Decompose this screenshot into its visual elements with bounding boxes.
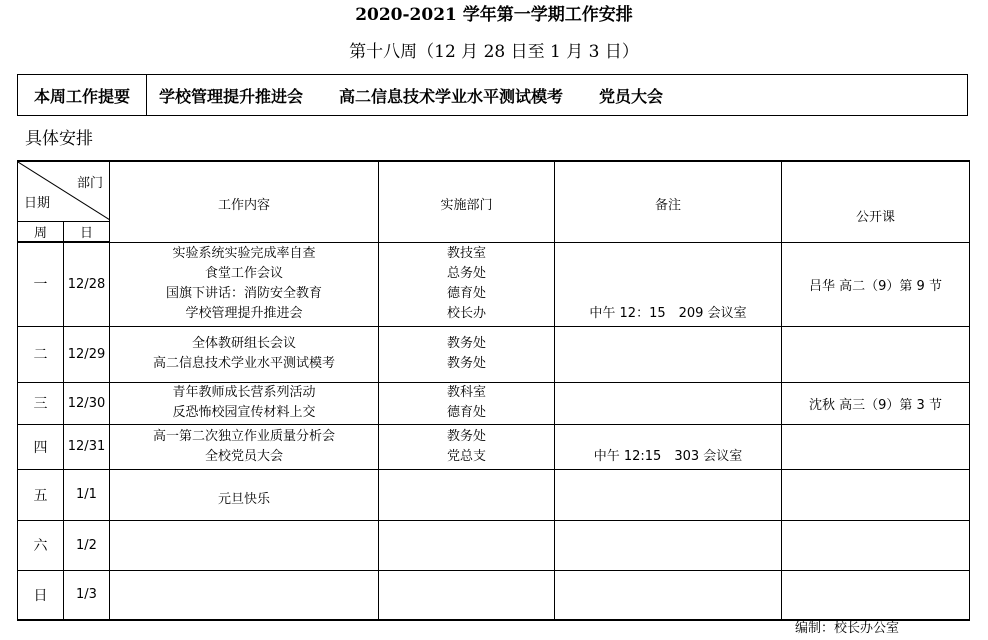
department-cell xyxy=(379,570,555,620)
date-cell: 12/28 xyxy=(64,242,110,326)
content-line: 食堂工作会议 xyxy=(204,266,283,281)
open-class-cell xyxy=(782,469,970,520)
department-cell xyxy=(379,382,555,424)
department-line: 总务处 xyxy=(446,266,486,281)
header-row xyxy=(18,161,970,221)
open-class-cell: 沈秋 高三（9）第 3 节 xyxy=(782,382,970,424)
content-line: 高二信息技术学业水平测试模考 xyxy=(152,356,335,371)
date-cell: 1/2 xyxy=(64,520,110,570)
department-cell xyxy=(379,326,555,382)
notes-cell xyxy=(555,469,782,520)
content-cell xyxy=(110,469,379,520)
weekday-cell: 六 xyxy=(18,520,64,570)
weekday-cell: 二 xyxy=(18,326,64,382)
weekday-cell: 四 xyxy=(18,424,64,469)
header-week: 周 xyxy=(18,221,64,242)
notes-text: 中午 12：15 209 会议室 xyxy=(589,305,747,321)
open-class-cell xyxy=(782,570,970,620)
date-cell: 12/29 xyxy=(64,326,110,382)
table-row xyxy=(18,382,970,424)
summary-item: 党员大会 xyxy=(599,86,664,106)
department-line: 教务处 xyxy=(446,356,486,371)
table-row xyxy=(18,326,970,382)
department-cell xyxy=(379,424,555,469)
content-cell xyxy=(110,424,379,469)
department-cell xyxy=(379,242,555,326)
date-diagonal-label: 日期 xyxy=(24,196,51,212)
weekly-summary-label: 本周工作提要 xyxy=(18,75,147,115)
weekday-cell: 五 xyxy=(18,469,64,520)
weekly-summary-items xyxy=(147,84,699,107)
department-line: 党总支 xyxy=(446,448,486,464)
department-line: 德育处 xyxy=(446,286,486,301)
header-department: 实施部门 xyxy=(379,161,555,242)
content-line: 学校管理提升推进会 xyxy=(185,306,303,321)
notes-cell xyxy=(555,326,782,382)
table-row xyxy=(18,424,970,469)
summary-item: 学校管理提升推进会 xyxy=(159,86,304,106)
content-cell xyxy=(110,570,379,620)
page-title: 2020-2021 学年第一学期工作安排 xyxy=(355,5,633,25)
week-subtitle: 第十八周（12 月 28 日至 1 月 3 日） xyxy=(349,42,639,62)
summary-item: 高二信息技术学业水平测试模考 xyxy=(339,86,564,106)
notes-cell xyxy=(555,382,782,424)
date-cell: 1/3 xyxy=(64,570,110,620)
content-cell xyxy=(110,242,379,326)
notes-text: 中午 12:15 303 会议室 xyxy=(593,448,743,464)
schedule-table xyxy=(17,160,970,621)
department-line: 教技室 xyxy=(446,246,486,261)
department-cell xyxy=(379,520,555,570)
table-row xyxy=(18,520,970,570)
weekday-cell: 三 xyxy=(18,382,64,424)
content-cell xyxy=(110,520,379,570)
department-line: 教务处 xyxy=(446,428,486,444)
date-cell: 12/31 xyxy=(64,424,110,469)
open-class-cell xyxy=(782,326,970,382)
department-cell xyxy=(379,469,555,520)
notes-cell xyxy=(555,520,782,570)
content-line: 元旦快乐 xyxy=(217,491,270,507)
table-row xyxy=(18,242,970,326)
weekday-cell: 一 xyxy=(18,242,64,326)
weekly-summary-box xyxy=(17,74,968,116)
department-line: 德育处 xyxy=(446,405,486,420)
department-line: 教科室 xyxy=(446,385,486,400)
content-line: 高一第二次独立作业质量分析会 xyxy=(152,428,335,444)
open-class-cell: 吕华 高二（9）第 9 节 xyxy=(782,242,970,326)
notes-cell xyxy=(555,242,782,326)
date-cell: 12/30 xyxy=(64,382,110,424)
content-line: 青年教师成长营系列活动 xyxy=(172,385,316,400)
content-line: 全体教研组长会议 xyxy=(191,336,296,351)
dept-diagonal-label: 部门 xyxy=(76,176,103,192)
notes-cell xyxy=(555,570,782,620)
diagonal-header-cell xyxy=(18,161,110,221)
header-notes: 备注 xyxy=(555,161,782,242)
weekday-cell: 日 xyxy=(18,570,64,620)
content-cell xyxy=(110,382,379,424)
notes-cell xyxy=(555,424,782,469)
footer-compiler: 编制：校长办公室 xyxy=(795,621,900,636)
open-class-cell xyxy=(782,424,970,469)
section-label: 具体安排 xyxy=(25,129,93,149)
content-line: 国旗下讲话：消防安全教育 xyxy=(165,286,322,301)
table-row xyxy=(18,570,970,620)
content-cell xyxy=(110,326,379,382)
header-open-class: 公开课 xyxy=(782,161,970,242)
header-day: 日 xyxy=(64,221,110,242)
department-line: 教务处 xyxy=(446,336,486,351)
content-line: 实验系统实验完成率自查 xyxy=(172,246,316,261)
open-class-cell xyxy=(782,520,970,570)
diagonal-line xyxy=(18,162,110,220)
table-row xyxy=(18,469,970,520)
content-line: 反恐怖校园宣传材料上交 xyxy=(172,405,316,420)
header-content: 工作内容 xyxy=(110,161,379,242)
content-line: 全校党员大会 xyxy=(204,448,283,464)
date-cell: 1/1 xyxy=(64,469,110,520)
department-line: 校长办 xyxy=(446,306,486,321)
